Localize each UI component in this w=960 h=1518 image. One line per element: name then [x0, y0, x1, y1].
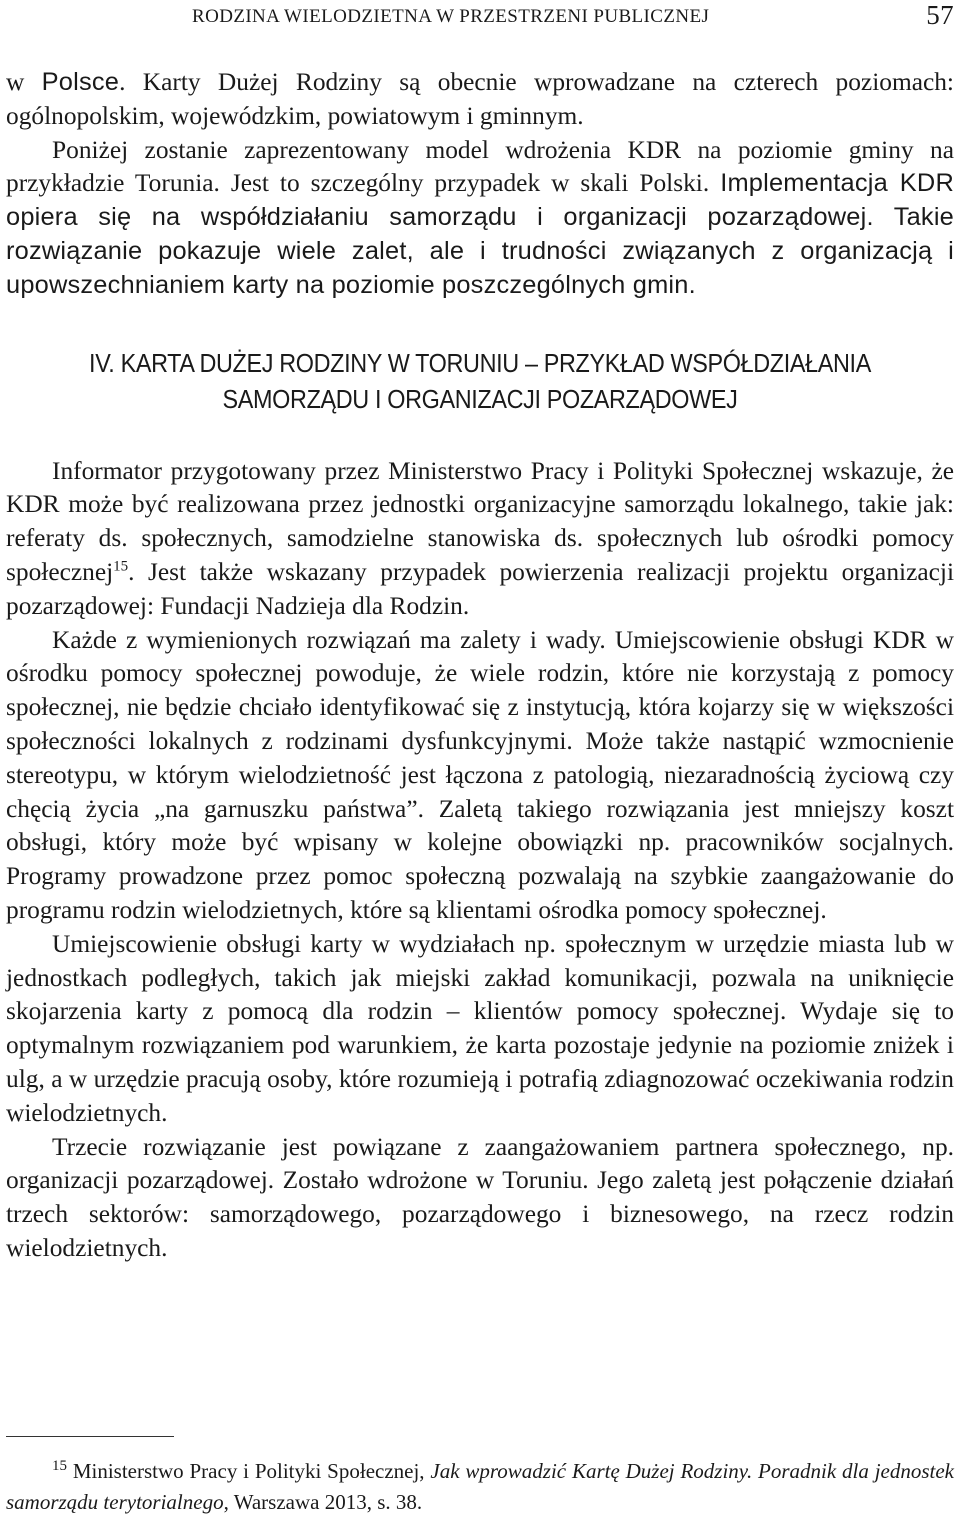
heading-line-1: IV. KARTA DUŻEJ RODZINY W TORUNIU – PRZYKŁAD WSPÓŁDZIAŁANIA — [89, 347, 871, 378]
footnote-title: Jak wprowadzić Kartę Dużej Rodziny. Poradnik dla jednostek samorządu terytorialnego — [6, 1459, 954, 1514]
running-title: RODZINA WIELODZIETNA W PRZESTRZENI PUBLICZNEJ — [192, 6, 710, 27]
spacer — [6, 417, 954, 455]
paragraph-3 — [6, 455, 954, 624]
text-run: , Warszawa 2013, s. 38. — [223, 1490, 423, 1514]
footnote-text — [6, 1456, 954, 1518]
main-text — [6, 66, 954, 1266]
text-run: Implementacja KDR opiera się na współdziałaniu samorządu i organizacji pozarządowej. Takie rozwiązanie pokazuje wiele zalet, ale i trudności związanych z organizacją i upowszechnianiem karty na poziomie poszczególnych gmin. — [6, 169, 954, 299]
text-run: Poniżej zostanie zaprezentowany model wdrożenia KDR na poziomie gminy na przykładzie Torunia. Jest to szczególny przypadek w skali Polski. — [6, 135, 954, 198]
text-run: Ministerstwo Pracy i Polityki Społecznej, — [67, 1459, 431, 1483]
section-heading — [53, 345, 906, 417]
paragraph-4: Każde z wymienionych rozwiązań ma zalety i wady. Umiejscowienie obsługi KDR w ośrodku pomocy społecznej powoduje, że wiele rodzin, które nie korzystają z pomocy społecznej, nie będzie chciało identyfikować się z instytucją, która kojarzy się w większości społeczności lokalnych z rodzinami dysfunkcyjnymi. Może także nastąpić wzmocnienie stereotypu, w którym wielodzietność jest łączona z patologią, niezaradnością życiową czy chęcią życia „na garnuszku państwa”. Zaletą takiego rozwiązania jest mniejszy koszt obsługi, który może być wpisany w kolejne obowiązki np. pracowników socjalnych. Programy prowadzone przez pomoc społeczną pozwalają na szybkie zaangażowanie do programu rodzin wielodzietnych, które są klientami ośrodka pomocy społecznej. — [6, 625, 954, 924]
text-run: . Jest także wskazany przypadek powierzenia realizacji projektu organizacji pozarządowej: Fundacji Nadzieja dla Rodzin. — [6, 557, 954, 620]
footnote-separator — [6, 1436, 174, 1437]
paragraph-1 — [6, 66, 954, 134]
paragraph-5: Umiejscowienie obsługi karty w wydziałach np. społecznym w urzędzie miasta lub w jednostkach podległych, takich jak miejski zakład komunikacji, pozwala na uniknięcie skojarzenia karty z pomocą dla rodzin – klientów pomocy społecznej. Wydaje się to optymalnym rozwiązaniem pod warunkiem, że karta pozostaje jedynie na poziomie zniżek i ulg, a w urzędzie pracują osoby, które rozumieją i potrafią zdiagnozować oczekiwania rodzin wielodzietnych. — [6, 929, 954, 1127]
heading-line-2: SAMORZĄDU I ORGANIZACJI POZARZĄDOWEJ — [222, 383, 738, 414]
text-run: Polsce — [41, 68, 120, 96]
text-run: . Karty Dużej Rodziny są obecnie wprowadzane na czterech poziomach: ogólnopolskim, wojewódzkim, powiatowym i gminnym. — [6, 68, 954, 130]
page-number: 57 — [926, 0, 954, 30]
footnote-15 — [6, 1456, 954, 1518]
paragraph-6: Trzecie rozwiązanie jest powiązane z zaangażowaniem partnera społecznego, np. organizacji pozarządowej. Zostało wdrożone w Toruniu. Jego zaletą jest połączenie działań trzech sektorów: samorządowego, pozarządowego i biznesowego, na rzecz rodzin wielodzietnych. — [6, 1132, 954, 1262]
running-header — [192, 2, 954, 32]
footnote-reference[interactable]: 15 — [113, 558, 129, 575]
footnote-number: 15 — [52, 1458, 67, 1474]
text-run: Informator przygotowany przez Ministerstwo Pracy i Polityki Społecznej wskazuje, że KDR może być realizowana przez jednostki organizacyjne samorządu lokalnego, takie jak: referaty ds. społecznych, samodzielne stanowiska ds. społecznych lub ośrodki pomocy społecznej — [6, 456, 954, 586]
text-run: w — [6, 68, 42, 96]
paragraph-2 — [6, 134, 954, 303]
